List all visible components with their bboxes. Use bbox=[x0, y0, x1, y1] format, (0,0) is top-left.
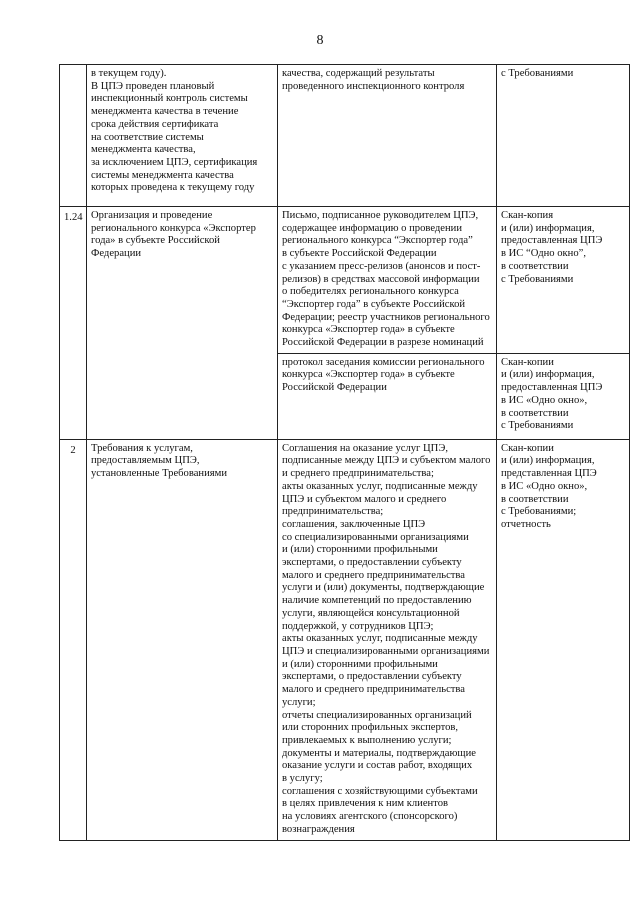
format-cell-line: Скан-копии bbox=[501, 442, 554, 454]
document-cell bbox=[278, 65, 497, 207]
document-cell-line: отчеты специализированных организаций bbox=[282, 709, 472, 721]
format-cell bbox=[497, 353, 630, 439]
document-cell-line: конкурса «Экспортер года» в субъекте bbox=[282, 369, 455, 381]
requirement-cell-line: срока действия сертификата bbox=[91, 118, 219, 130]
row-number bbox=[60, 65, 87, 207]
format-cell-line: с Требованиями bbox=[501, 68, 574, 79]
document-cell-line: малого и среднего предпринимательства bbox=[282, 684, 466, 696]
document-cell-line: регионального конкурса “Экспортер года” bbox=[282, 235, 473, 247]
document-cell-line: со специализированными организациями bbox=[282, 531, 469, 543]
requirements-table bbox=[59, 64, 630, 841]
requirement-cell-line: на соответствие системы bbox=[91, 131, 204, 143]
format-cell-line: Скан-копии bbox=[501, 356, 554, 368]
requirement-cell-line: Федерации bbox=[91, 248, 142, 260]
document-cell-line: и среднего предпринимательства; bbox=[282, 468, 434, 480]
document-cell-line: предпринимательства; bbox=[282, 506, 384, 518]
format-cell-line: в соответствии bbox=[501, 493, 569, 505]
format-cell-line: Скан-копия bbox=[501, 210, 554, 221]
document-cell-line: ЦПЭ и специализированными организациями bbox=[282, 645, 490, 657]
format-cell-line: и (или) информация, bbox=[501, 369, 595, 381]
format-cell-line: и (или) информация, bbox=[501, 455, 595, 467]
requirement-cell bbox=[87, 439, 278, 840]
document-cell-line: проведенного инспекционного контроля bbox=[282, 80, 465, 92]
format-cell-line: отчетность bbox=[501, 518, 551, 530]
document-cell-line: конкурса «Экспортер года» в субъекте bbox=[282, 324, 455, 336]
format-cell-line: с Требованиями bbox=[501, 420, 574, 432]
document-cell-line: экспертами, о предоставлении субъекту bbox=[282, 557, 462, 569]
requirement-cell-line: менеджмента качества, bbox=[91, 144, 196, 156]
document-cell-line: поддержкой, у сотрудников ЦПЭ; bbox=[282, 620, 434, 632]
document-cell-line: вознаграждения bbox=[282, 823, 355, 835]
format-cell-line: предоставленная ЦПЭ bbox=[501, 235, 603, 247]
requirement-cell bbox=[87, 207, 278, 440]
row-number: 1.24 bbox=[60, 207, 87, 440]
document-cell bbox=[278, 207, 497, 354]
document-cell-line: акты оказанных услуг, подписанные между bbox=[282, 633, 478, 645]
document-cell-line: привлекаемых к выполнению услуги; bbox=[282, 734, 452, 746]
document-cell-line: оказание услуги и состав работ, входящих bbox=[282, 760, 473, 772]
document-cell-line: содержащее информацию о проведении bbox=[282, 222, 462, 234]
document-cell bbox=[278, 353, 497, 439]
document-cell-line: и (или) сторонними профильными bbox=[282, 544, 438, 556]
requirement-cell-line: инспекционный контроль системы bbox=[91, 93, 248, 105]
document-cell-line: “Экспортер года” в субъекте Российской bbox=[282, 298, 466, 310]
document-cell-line: Соглашения на оказание услуг ЦПЭ, bbox=[282, 442, 448, 454]
format-cell-line: представленная ЦПЭ bbox=[501, 468, 597, 480]
requirement-cell-line: в текущем году). bbox=[91, 68, 167, 79]
document-cell-line: Письмо, подписанное руководителем ЦПЭ, bbox=[282, 210, 479, 221]
row-number: 2 bbox=[60, 439, 87, 840]
format-cell-line: и (или) информация, bbox=[501, 222, 595, 234]
format-cell bbox=[497, 439, 630, 840]
format-cell-line: с Требованиями; bbox=[501, 506, 577, 518]
requirement-cell-line: Организация и проведение bbox=[91, 210, 213, 221]
document-cell-line: услуги, являющейся консультационной bbox=[282, 607, 460, 619]
document-cell-line: в целях привлечения к ним клиентов bbox=[282, 798, 448, 810]
document-cell-line: услуги и (или) документы, подтверждающие bbox=[282, 582, 485, 594]
document-cell-line: релизов) в средствах массовой информации bbox=[282, 273, 480, 285]
document-cell-line: Федерации; реестр участников регионального bbox=[282, 311, 490, 323]
document-cell-line: соглашения, заключенные ЦПЭ bbox=[282, 518, 426, 530]
format-cell-line: в ИС «Одно окно», bbox=[501, 480, 588, 492]
document-cell-line: экспертами, о предоставлении субъекту bbox=[282, 671, 462, 683]
document-cell-line: малого и среднего предпринимательства bbox=[282, 569, 466, 581]
document-cell-line: Российской Федерации в разрезе номинаций bbox=[282, 337, 484, 349]
requirement-cell-line: регионального конкурса «Экспортер bbox=[91, 222, 256, 234]
document-cell-line: качества, содержащий результаты bbox=[282, 68, 435, 79]
requirement-cell-line: В ЦПЭ проведен плановый bbox=[91, 80, 215, 92]
format-cell-line: предоставленная ЦПЭ bbox=[501, 382, 603, 394]
requirement-cell-line: системы менеджмента качества bbox=[91, 169, 234, 181]
format-cell-line: в ИС «Одно окно», bbox=[501, 394, 588, 406]
requirement-cell-line: менеджмента качества в течение bbox=[91, 106, 239, 118]
document-cell-line: с указанием пресс-релизов (анонсов и пост- bbox=[282, 260, 481, 272]
document-cell-line: соглашения с хозяйствующими субъектами bbox=[282, 785, 478, 797]
format-cell-line: с Требованиями bbox=[501, 273, 574, 285]
format-cell-line: в соответствии bbox=[501, 407, 569, 419]
document-cell-line: и (или) сторонними профильными bbox=[282, 658, 438, 670]
document-cell-line: о победителях регионального конкурса bbox=[282, 286, 459, 298]
format-cell-line: в соответствии bbox=[501, 260, 569, 272]
document-cell-line: документы и материалы, подтверждающие bbox=[282, 747, 476, 759]
requirement-cell bbox=[87, 65, 278, 207]
table-row bbox=[60, 65, 630, 207]
page-number: 8 bbox=[316, 33, 324, 48]
document-cell-line: ЦПЭ и субъектом малого и среднего bbox=[282, 493, 447, 505]
requirement-cell-line: которых проведена к текущему году bbox=[91, 182, 255, 194]
document-cell-line: Российской Федерации bbox=[282, 382, 387, 394]
requirement-cell-line: за исключением ЦПЭ, сертификация bbox=[91, 156, 258, 168]
document-cell-line: протокол заседания комиссии регионального bbox=[282, 356, 485, 368]
document-cell bbox=[278, 439, 497, 840]
requirement-cell-line: установленные Требованиями bbox=[91, 468, 227, 480]
table-row bbox=[60, 439, 630, 840]
document-cell-line: акты оказанных услуг, подписанные между bbox=[282, 480, 478, 492]
document-cell-line: в субъекте Российской Федерации bbox=[282, 248, 437, 260]
document-cell-line: или сторонних профильных экспертов, bbox=[282, 722, 459, 734]
table-row bbox=[60, 207, 630, 354]
requirement-cell-line: предоставляемым ЦПЭ, bbox=[91, 455, 200, 467]
format-cell bbox=[497, 207, 630, 354]
document-cell-line: услуги; bbox=[282, 696, 316, 708]
document-cell-line: подписанные между ЦПЭ и субъектом малого bbox=[282, 455, 491, 467]
requirement-cell-line: Требования к услугам, bbox=[91, 442, 193, 454]
document-cell-line: наличие компетенций по предоставлению bbox=[282, 595, 472, 607]
document-cell-line: на условиях агентского (спонсорского) bbox=[282, 811, 458, 823]
requirement-cell-line: года» в субъекте Российской bbox=[91, 235, 220, 247]
format-cell bbox=[497, 65, 630, 207]
document-cell-line: в услугу; bbox=[282, 773, 323, 785]
format-cell-line: в ИС “Одно окно”, bbox=[501, 248, 586, 260]
